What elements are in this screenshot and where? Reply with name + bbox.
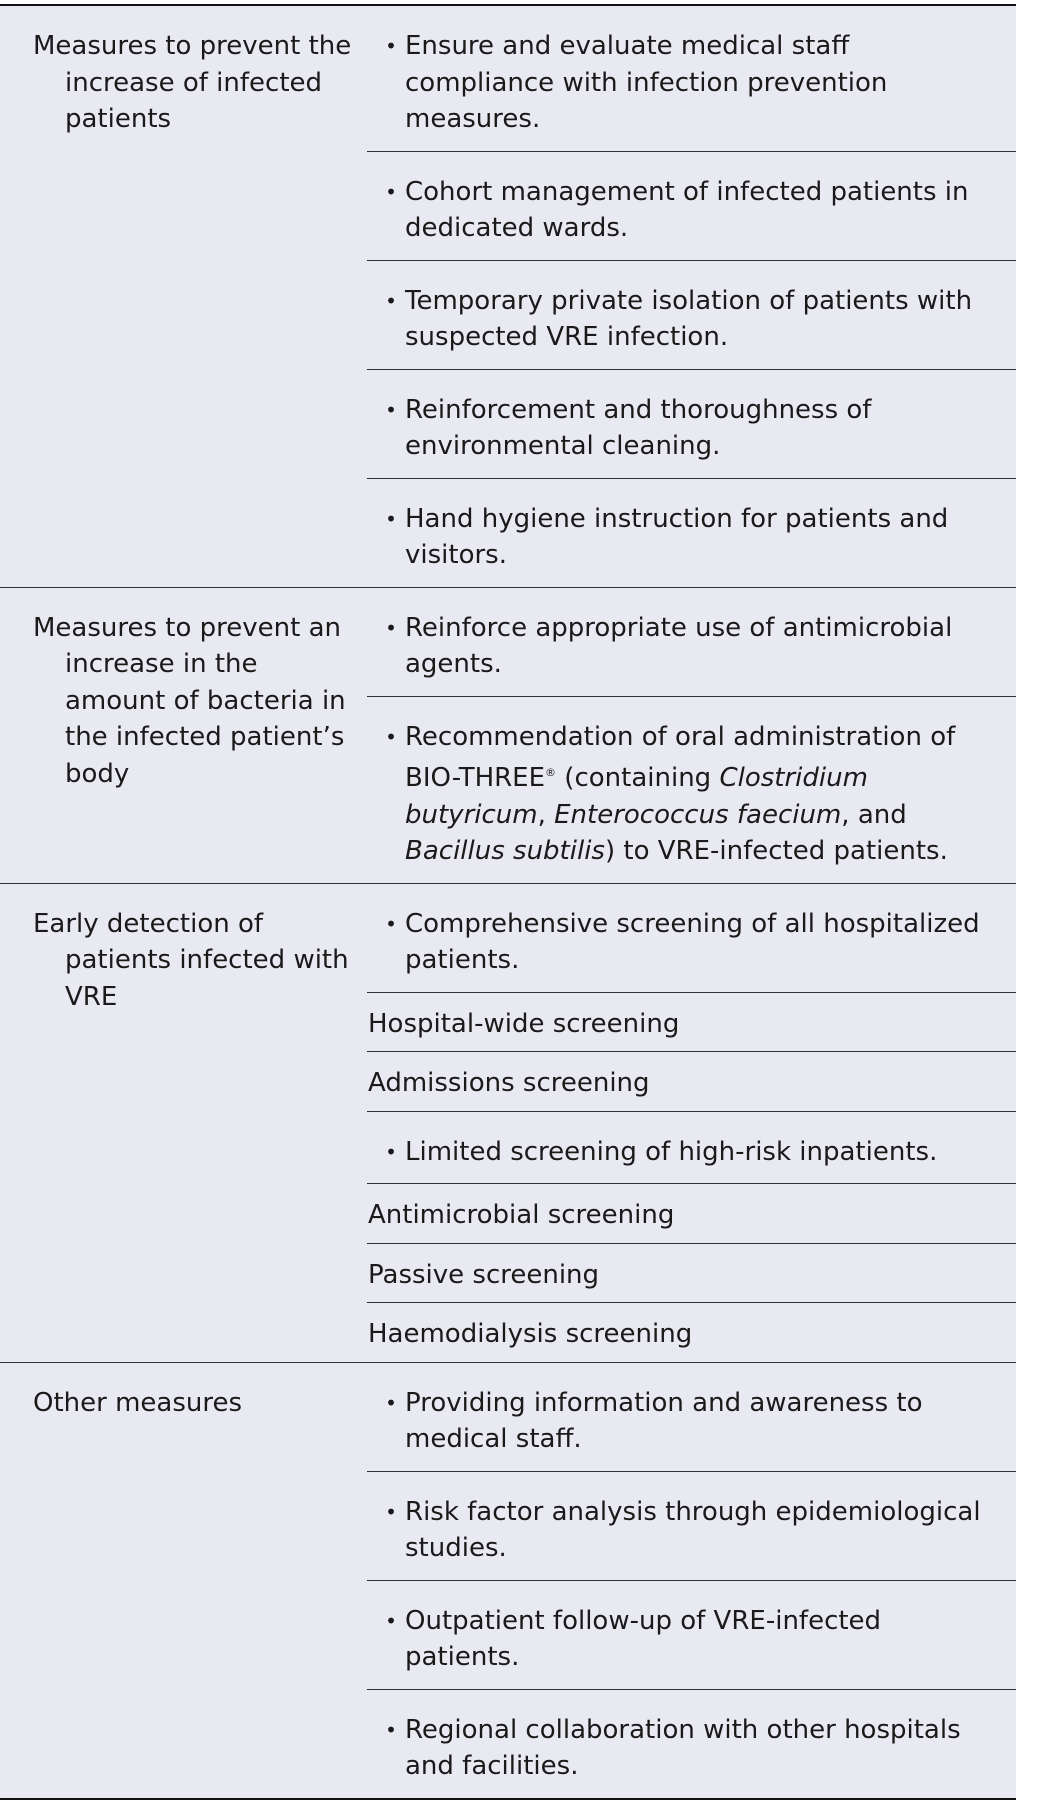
species-name: Clostridium butyricum xyxy=(405,763,868,830)
bullet-icon: • xyxy=(385,34,397,58)
bullet-icon: • xyxy=(385,179,397,204)
measure-text: Haemodialysis screening xyxy=(368,1319,693,1349)
measure-text: Passive screening xyxy=(368,1259,600,1290)
measure-text: Cohort management of infected patients in dedicated wards. xyxy=(405,176,969,243)
measure-item xyxy=(367,369,1016,478)
bullet-icon: • xyxy=(385,506,397,531)
measure-item xyxy=(367,588,1016,696)
measure-text: Ensure and evaluate medical staff compliance with infection prevention measures. xyxy=(405,31,888,134)
bullet-icon: • xyxy=(385,724,397,749)
measure-text-part: (containing xyxy=(556,763,720,793)
category-label: Measures to prevent the increase of infected patients xyxy=(33,31,352,134)
measure-text: Risk factor analysis through epidemiological studies. xyxy=(405,1496,981,1563)
measure-text-part: , xyxy=(537,799,555,830)
species-name: Enterococcus faecium xyxy=(554,799,842,830)
measure-text: Admissions screening xyxy=(368,1068,650,1098)
measures-cell xyxy=(367,6,1016,587)
measure-item xyxy=(367,1051,1016,1111)
measure-item xyxy=(367,260,1016,369)
measure-text: Providing information and awareness to medical staff. xyxy=(405,1387,923,1454)
measure-text: Comprehensive screening of all hospitalized patients. xyxy=(405,908,980,975)
measure-item xyxy=(367,1183,1016,1243)
measure-text: Reinforce appropriate use of antimicrobial agents. xyxy=(405,612,953,679)
measure-text-part: Recommendation of oral administration of BIO-THREE xyxy=(405,721,956,793)
measures-cell xyxy=(367,588,1016,883)
measure-text: Limited screening of high-risk inpatients. xyxy=(405,1136,938,1167)
measure-item xyxy=(367,151,1016,260)
table-group xyxy=(0,588,1016,884)
measure-item xyxy=(367,1243,1016,1303)
measure-item xyxy=(367,1111,1016,1184)
measure-text: Antimicrobial screening xyxy=(368,1200,675,1230)
category-label: Other measures xyxy=(33,1387,243,1418)
measure-item xyxy=(367,884,1016,992)
species-name: Bacillus subtilis xyxy=(405,836,605,866)
category-label: Early detection of patients infected with VRE xyxy=(33,908,349,1012)
measure-text: Reinforcement and thoroughness of environmental cleaning. xyxy=(405,394,872,461)
measure-text: Hospital-wide screening xyxy=(368,1008,680,1039)
category-label: Measures to prevent an increase in the amount of bacteria in the infected patient’s body xyxy=(33,612,346,789)
measure-text: Temporary private isolation of patients with suspected VRE infection. xyxy=(405,285,973,352)
bullet-icon: • xyxy=(385,1139,397,1164)
bullet-icon: • xyxy=(385,1717,397,1742)
bullet-icon: • xyxy=(385,615,397,640)
measure-text-part: , and xyxy=(841,799,907,830)
measures-cell xyxy=(367,1363,1016,1798)
measure-text: Outpatient follow-up of VRE-infected patients. xyxy=(405,1605,882,1672)
measures-cell xyxy=(367,884,1016,1362)
measure-item xyxy=(367,696,1016,883)
measure-item xyxy=(367,992,1016,1052)
measure-text: Hand hygiene instruction for patients and visitors. xyxy=(405,503,949,570)
measure-item xyxy=(367,1689,1016,1798)
measure-item xyxy=(367,1302,1016,1362)
measures-table xyxy=(0,4,1016,1800)
bullet-icon: • xyxy=(385,397,397,422)
measure-text-part: ) to VRE-infected patients. xyxy=(604,836,948,866)
measure-text: Regional collaboration with other hospitals and facilities. xyxy=(405,1714,961,1781)
measure-item xyxy=(367,478,1016,587)
measure-item xyxy=(367,1580,1016,1689)
category-cell xyxy=(0,588,367,883)
bullet-icon: • xyxy=(385,1608,397,1633)
bullet-icon: • xyxy=(385,911,397,936)
registered-mark: ® xyxy=(545,766,557,779)
table-group xyxy=(0,1363,1016,1800)
category-cell xyxy=(0,1363,367,1798)
category-cell xyxy=(0,6,367,587)
measure-item xyxy=(367,1363,1016,1471)
bullet-icon: • xyxy=(385,1390,397,1415)
category-cell xyxy=(0,884,367,1362)
table-group xyxy=(0,884,1016,1363)
measure-item xyxy=(367,1471,1016,1580)
measure-item xyxy=(367,6,1016,151)
table-group xyxy=(0,6,1016,588)
measure-text xyxy=(405,719,996,870)
bullet-icon: • xyxy=(385,288,397,313)
bullet-icon: • xyxy=(385,1499,397,1524)
